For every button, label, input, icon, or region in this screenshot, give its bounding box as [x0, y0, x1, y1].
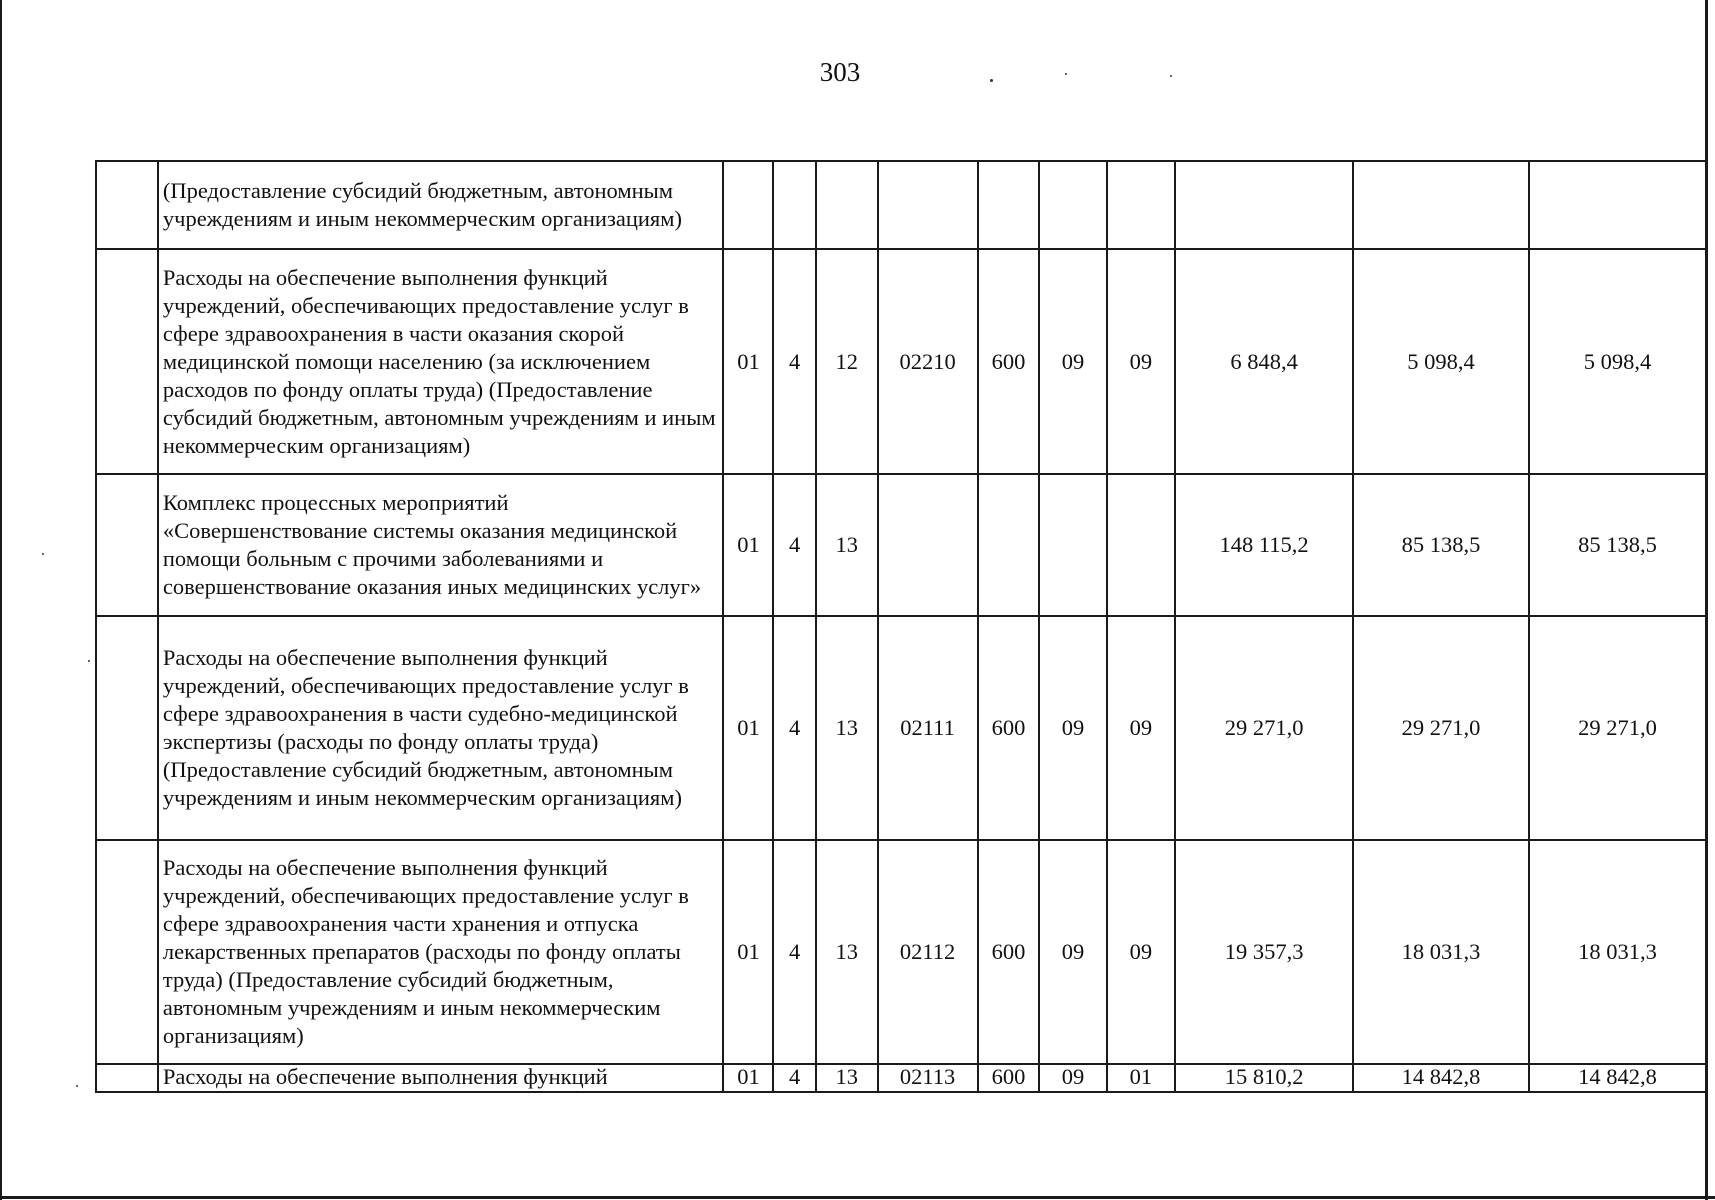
- code-cell: 09: [1039, 249, 1106, 474]
- amount-cell: 29 271,0: [1175, 616, 1353, 840]
- code-cell: 4: [773, 249, 815, 474]
- code-cell: 13: [816, 474, 878, 616]
- amount-cell: 85 138,5: [1529, 474, 1706, 616]
- row-index-cell: [96, 616, 158, 840]
- table-row: [96, 1064, 1706, 1092]
- code-cell: 01: [723, 840, 773, 1064]
- row-index-cell: [96, 1064, 158, 1092]
- code-cell: [978, 474, 1040, 616]
- code-cell: 13: [816, 616, 878, 840]
- scan-speck: [88, 660, 90, 662]
- amount-cell: 14 842,8: [1353, 1064, 1529, 1092]
- budget-table: [95, 160, 1707, 1093]
- code-cell: 01: [723, 1064, 773, 1092]
- amount-cell: 148 115,2: [1175, 474, 1353, 616]
- scan-speck: [990, 79, 993, 82]
- code-cell: [1039, 161, 1106, 249]
- table-row: [96, 616, 1706, 840]
- code-cell: [1039, 474, 1106, 616]
- table-row: [96, 161, 1706, 249]
- code-cell: 09: [1107, 840, 1175, 1064]
- code-cell: 02111: [878, 616, 978, 840]
- page-number: 303: [819, 57, 861, 87]
- code-cell: 4: [773, 616, 815, 840]
- code-cell: 01: [723, 616, 773, 840]
- amount-cell: 85 138,5: [1353, 474, 1529, 616]
- scan-border-left: [0, 0, 2, 1200]
- code-cell: 12: [816, 249, 878, 474]
- table-row: [96, 249, 1706, 474]
- expense-name-cell: Расходы на обеспечение выполнения функций учреждений, обеспечивающих предоставление услуг в сфере здравоохранения в части оказания скорой медицинской помощи населению (за исключением расходов по фонду оплаты труда) (Предоставление субсидий бюджетным, автономным учреждениям и иным некоммерческим организациям): [158, 249, 724, 474]
- expense-name-cell: Расходы на обеспечение выполнения функций: [158, 1064, 724, 1092]
- code-cell: 4: [773, 840, 815, 1064]
- amount-cell: 14 842,8: [1529, 1064, 1706, 1092]
- amount-cell: 29 271,0: [1529, 616, 1706, 840]
- amount-cell: 29 271,0: [1353, 616, 1529, 840]
- code-cell: [816, 161, 878, 249]
- code-cell: 600: [978, 249, 1040, 474]
- expense-name-cell: (Предоставление субсидий бюджетным, автономным учреждениям и иным некоммерческим организациям): [158, 161, 724, 249]
- scan-speck: [1065, 73, 1067, 75]
- code-cell: 13: [816, 840, 878, 1064]
- code-cell: 01: [723, 249, 773, 474]
- amount-cell: 5 098,4: [1353, 249, 1529, 474]
- code-cell: 09: [1107, 249, 1175, 474]
- code-cell: 02112: [878, 840, 978, 1064]
- code-cell: [773, 161, 815, 249]
- code-cell: 600: [978, 616, 1040, 840]
- code-cell: 600: [978, 840, 1040, 1064]
- expense-name-cell: Расходы на обеспечение выполнения функций учреждений, обеспечивающих предоставление услуг в сфере здравоохранения части хранения и отпуска лекарственных препаратов (расходы по фонду оплаты труда) (Предоставление субсидий бюджетным, автономным учреждениям и иным некоммерческим организациям): [158, 840, 724, 1064]
- code-cell: 600: [978, 1064, 1040, 1092]
- code-cell: 02210: [878, 249, 978, 474]
- code-cell: [878, 161, 978, 249]
- expense-name-cell: Расходы на обеспечение выполнения функций учреждений, обеспечивающих предоставление услуг в сфере здравоохранения в части судебно-медицинской экспертизы (расходы по фонду оплаты труда) (Предоставление субсидий бюджетным, автономным учреждениям и иным некоммерческим организациям): [158, 616, 724, 840]
- code-cell: [723, 161, 773, 249]
- amount-cell: 6 848,4: [1175, 249, 1353, 474]
- code-cell: 09: [1039, 616, 1106, 840]
- code-cell: 09: [1039, 840, 1106, 1064]
- code-cell: [978, 161, 1040, 249]
- code-cell: 4: [773, 1064, 815, 1092]
- amount-cell: 18 031,3: [1529, 840, 1706, 1064]
- code-cell: 01: [1107, 1064, 1175, 1092]
- amount-cell: 15 810,2: [1175, 1064, 1353, 1092]
- amount-cell: 18 031,3: [1353, 840, 1529, 1064]
- scan-speck: [76, 1085, 78, 1087]
- code-cell: 09: [1107, 616, 1175, 840]
- row-index-cell: [96, 840, 158, 1064]
- amount-cell: [1353, 161, 1529, 249]
- amount-cell: 5 098,4: [1529, 249, 1706, 474]
- row-index-cell: [96, 161, 158, 249]
- expense-name-cell: Комплекс процессных мероприятий «Совершенствование системы оказания медицинской помощи больным с прочими заболеваниями и совершенствование оказания иных медицинских услуг»: [158, 474, 724, 616]
- scan-border-bottom: [0, 1196, 1715, 1199]
- code-cell: 09: [1039, 1064, 1106, 1092]
- code-cell: [1107, 161, 1175, 249]
- code-cell: [878, 474, 978, 616]
- table-row: [96, 840, 1706, 1064]
- amount-cell: 19 357,3: [1175, 840, 1353, 1064]
- amount-cell: [1175, 161, 1353, 249]
- code-cell: 02113: [878, 1064, 978, 1092]
- table-row: [96, 474, 1706, 616]
- code-cell: 4: [773, 474, 815, 616]
- code-cell: 01: [723, 474, 773, 616]
- code-cell: 13: [816, 1064, 878, 1092]
- row-index-cell: [96, 474, 158, 616]
- scan-speck: [1170, 75, 1172, 77]
- scan-speck: [42, 553, 44, 555]
- amount-cell: [1529, 161, 1706, 249]
- row-index-cell: [96, 249, 158, 474]
- code-cell: [1107, 474, 1175, 616]
